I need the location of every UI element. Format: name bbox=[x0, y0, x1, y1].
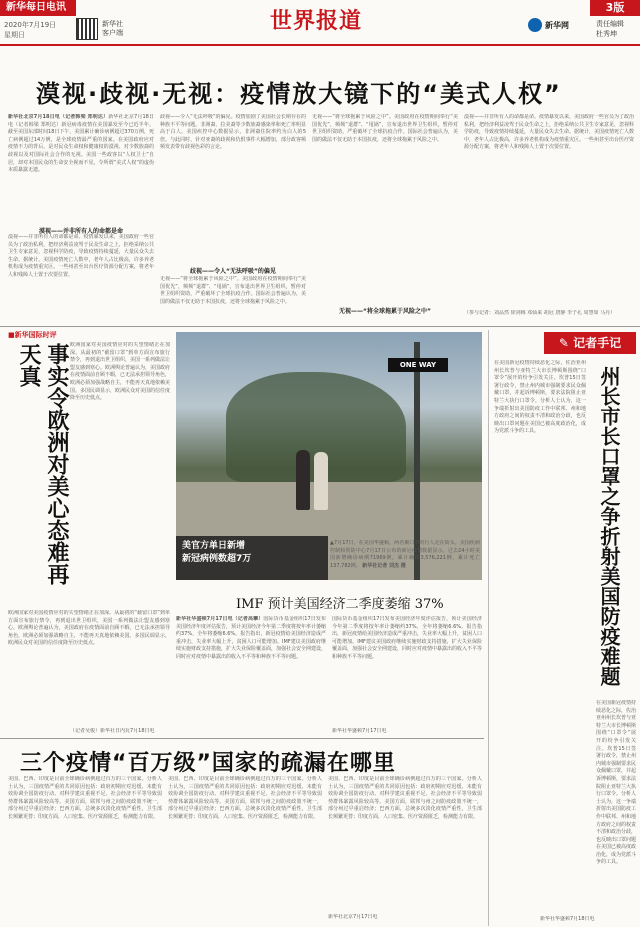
subhead-2: 歧视——令人“无法呼吸”的偏见 bbox=[190, 268, 276, 275]
masthead-rule bbox=[0, 44, 640, 46]
bottom-byline: 新华社北京7月17日电 bbox=[328, 914, 378, 920]
reporter-note-tag bbox=[544, 332, 636, 354]
subhead-1: 漠视——并非所有人的命都是命 bbox=[38, 228, 123, 235]
page-number: 3版 bbox=[590, 0, 640, 16]
photo-caption-text: ▲7月17日，在美国华盛顿，两名戴口罩的行人走在街头。美国疾病控制和预防中心7月17日公布的新冠疫情数据显示，过去24小时美国新增确诊病例71969例，累计确诊3,576,221例，累计死亡137,782例。 bbox=[330, 540, 480, 569]
right-byline: 新华社华盛顿7月18日电 bbox=[540, 916, 595, 922]
right-vertical-title: 州长市长口罩之争折射美国防疫难题 bbox=[597, 366, 621, 686]
bottom-headline: 三个疫情“百万级”国家的疏漏在哪里 bbox=[20, 751, 396, 776]
imf-text-2: 国际货币基金组织17日发布美国经济年度评估报告，预计美国经济今年第二季度将按年率计萎缩约37%，全年将萎缩6.6%。报告指出，新冠疫情给美国经济造成严重冲击，失业率大幅上升，贫困人口可能增加。IMF建议美国政府继续实施财政支持措施，扩大失业保险覆盖面，加强社会安全网建设，同时应对疫情中暴露出的收入不平等和种族不平等问题。 bbox=[332, 616, 482, 660]
editor-info bbox=[596, 19, 624, 39]
commentary-text: 欧洲国家对美国疫情应对的失望情绪正在加深。从最初的“截留口罩”到单方面宣布旅行禁令，再到退出世卫组织，美国一系列做法让盟友感到寒心。欧洲舆论普遍认为，美国政府在疫情面前自顾不暇，已无法承担领导角色，欧洲必须加强战略自主，不能再天真地依赖美国。多国民调显示，欧洲民众对美国的信任度降至历史低点。 bbox=[70, 342, 170, 402]
editor-name: 杜秀坤 bbox=[596, 30, 617, 38]
reporter-note-label: 记者手记 bbox=[573, 336, 622, 350]
article-text-col3: 无视——“将全球拖累于风险之中”。美国政府在疫情期间奉行“美国优先”，频频“退群”、“甩锅”，宣布退出世界卫生组织，暂停对世卫组织资助，严重破坏了全球抗疫合作。国际社会普遍认为，美国的做法不仅无助于本国抗疫，还将全球拖累于风险之中。 bbox=[312, 114, 458, 143]
paper-name: 新华每日电讯 bbox=[0, 0, 76, 16]
brand-mark: 新华网 bbox=[545, 21, 569, 30]
pencil-icon: ✎ bbox=[558, 336, 569, 350]
pedestrian-1 bbox=[296, 450, 310, 510]
commentary-byline: （记者吴俊）新华社日内瓦7月18日电 bbox=[70, 728, 155, 734]
article-text-col2: 歧视——令人“无法呼吸”的偏见。疫情加剧了美国社会长期存在的种族不平等问题。非洲裔、拉美裔等少数族裔感染率和死亡率明显高于白人。美国疾控中心数据显示，非洲裔住院率约为白人的5倍。与此同时，针对亚裔的歧视和仇恨事件大幅增加，部分政客频频发表带有歧视色彩的言论。 bbox=[160, 114, 306, 151]
imf-title: IMF 预计美国经济二季度萎缩 37% bbox=[236, 597, 444, 612]
qr-code-icon bbox=[76, 18, 98, 40]
section-title: 世界报道 bbox=[270, 8, 363, 34]
section-divider bbox=[0, 326, 640, 327]
right-divider bbox=[488, 330, 489, 926]
bottom-divider bbox=[0, 738, 484, 739]
article-text-col4: 漠视——并非所有人的命都是命。疫情暴发以来，美国政府一些官员为了政治私利，把经济利益凌驾于民众生命之上，拒绝采纳公共卫生专家意见，忽视科学防疫，导致疫情持续蔓延，大量民众失去生命。据统计，美国疫情死亡人数中，老年人占比极高，许多养老机构成为疫情重灾区。一些州甚至出台医疗资源分配方案，将老年人和残障人士置于次要位置。 bbox=[464, 114, 634, 151]
article-body-1: 新华社北京7月18日电（记者韩梁 郑明达）新冠病毒疫情在美国暴发至今已近半年。截至美国东部时间18日下午，美国累计确诊病例超过370万例，死亡病例超过14万例，是全球疫情最严重的国家。在美国政府应对疫情不力的背后，是对民众生命权和健康权的漠视、对少数族裔的歧视以及对国际社会合作的无视。美国一些政客以“人权卫士”自居，却对本国民众的生命安全视而不见，令所谓“美式人权”的虚伪本质暴露无遗。 bbox=[8, 114, 154, 174]
bottom-text-1: 美国、巴西、印度是目前全球确诊病例超过百万的三个国家。分析人士认为，三国疫情严重的共同原因包括：政府初期应对迟缓、未能有效协调全国防疫行动、对科学建议重视不足、社会经济不平等导致弱势群体暴露风险较高等。美国方面，联邦与州之间防疫政策不统一，部分州过早重启经济；巴西方面，总统多次淡化疫情严重性，卫生部长频繁更替；印度方面，人口密集、医疗资源匮乏，检测能力有限。 bbox=[8, 776, 162, 820]
pedestrian-2 bbox=[314, 452, 328, 510]
editor-label: 责任编辑 bbox=[596, 20, 624, 28]
one-way-sign: ONE WAY bbox=[388, 358, 448, 372]
imf-byline: 新华社华盛顿7月17日电 bbox=[332, 728, 387, 734]
bottom-text-2: 美国、巴西、印度是目前全球确诊病例超过百万的三个国家。分析人士认为，三国疫情严重的共同原因包括：政府初期应对迟缓、未能有效协调全国防疫行动、对科学建议重视不足、社会经济不平等导致弱势群体暴露风险较高等。美国方面，联邦与州之间防疫政策不统一，部分州过早重启经济；巴西方面，总统多次淡化疫情严重性，卫生部长频繁更替；印度方面，人口密集、医疗资源匮乏，检测能力有限。 bbox=[168, 776, 322, 820]
article-text-col1b: 漠视——并非所有人的命都是命。疫情暴发以来，美国政府一些官员为了政治私利，把经济利益凌驾于民众生命之上，拒绝采纳公共卫生专家意见，忽视科学防疫，导致疫情持续蔓延，大量民众失去生命。据统计，美国疫情死亡人数中，老年人占比极高，许多养老机构成为疫情重灾区。一些州甚至出台医疗资源分配方案，将老年人和残障人士置于次要位置。 bbox=[8, 234, 154, 278]
right-text: 在美国新冠疫情持续恶化之际，佐治亚州州长坎普与亚特兰大市长博顿斯围绕“口罩令”展开的纷争引发关注。坎普15日签署行政令，禁止州内城市强制要求民众佩戴口罩，并起诉博顿斯，要求法院阻止亚特兰大执行口罩令。分析人士认为，这一争端折射出美国防疫工作中联邦、州和地方政府之间的权责不清和政治分歧，也反映出口罩问题在美国已被高度政治化，成为党派斗争的工具。 bbox=[494, 360, 586, 435]
commentary-text-2: 欧洲国家对美国疫情应对的失望情绪正在加深。从最初的“截留口罩”到单方面宣布旅行禁令，再到退出世卫组织，美国一系列做法让盟友感到寒心。欧洲舆论普遍认为，美国政府在疫情面前自顾不暇，已无法承担领导角色，欧洲必须加强战略自主，不能再天真地依赖美国。多国民调显示，欧洲民众对美国的信任度降至历史低点。 bbox=[8, 610, 170, 647]
issue-date bbox=[4, 20, 56, 40]
article-text-col1 bbox=[8, 114, 154, 224]
weekday-text: 星期日 bbox=[4, 31, 25, 39]
article-text-col2b: 无视——“将全球拖累于风险之中”。美国政府在疫情期间奉行“美国优先”，频频“退群”、“甩锅”，宣布退出世界卫生组织，暂停对世卫组织资助，严重破坏了全球抗疫合作。国际社会普遍认为，美国的做法不仅无助于本国抗疫，还将全球拖累于风险之中。 bbox=[160, 276, 306, 305]
photo-caption bbox=[330, 540, 480, 574]
commentary-title: 事实令欧洲对美心态难再天真 bbox=[16, 343, 69, 585]
article-dateline: 新华社北京7月18日电（记者韩梁 郑明达） bbox=[8, 114, 109, 120]
imf-body: 国际货币基金组织17日发布美国经济年度评估报告，预计美国经济今年第二季度将按年率计萎缩约37%，全年将萎缩6.6%。报告指出，新冠疫情给美国经济造成严重冲击，失业率大幅上升，贫困人口可能增加。IMF建议美国政府继续实施财政支持措施，扩大失业保险覆盖面，加强社会安全网建设，同时应对疫情中暴露出的收入不平等和种族不平等问题。 bbox=[176, 616, 326, 660]
xinhua-logo-icon bbox=[528, 18, 542, 32]
bottom-text-3: 美国、巴西、印度是目前全球确诊病例超过百万的三个国家。分析人士认为，三国疫情严重的共同原因包括：政府初期应对迟缓、未能有效协调全国防疫行动、对科学建议重视不足、社会经济不平等导致弱势群体暴露风险较高等。美国方面，联邦与州之间防疫政策不统一，部分州过早重启经济；巴西方面，总统多次淡化疫情严重性，卫生部长频繁更替；印度方面，人口密集、医疗资源匮乏，检测能力有限。 bbox=[328, 776, 482, 820]
photo-overlay: 美官方单日新增 新冠病例数超7万 bbox=[176, 536, 328, 580]
column-tag: ■新华国际时评 bbox=[8, 331, 57, 339]
date-text: 2020年7月19日 bbox=[4, 21, 57, 29]
right-text-2: 在美国新冠疫情持续恶化之际，佐治亚州州长坎普与亚特兰大市长博顿斯围绕“口罩令”展开的纷争引发关注。坎普15日签署行政令，禁止州内城市强制要求民众佩戴口罩，并起诉博顿斯，要求法院阻止亚特兰大执行口罩令。分析人士认为，这一争端折射出美国防疫工作中联邦、州和地方政府之间的权责不清和政治分歧，也反映出口罩问题在美国已被高度政治化，成为党派斗争的工具。 bbox=[596, 700, 636, 866]
main-headline: 漠视·歧视·无视：疫情放大镜下的“美式人权” bbox=[36, 80, 562, 108]
article-byline: （参与记者：刘品然 徐剑梅 邓仙来 胡冠 唐静 李子孔 周慧如 马丹） bbox=[464, 310, 616, 316]
imf-text-1 bbox=[176, 616, 326, 736]
photo-credit: 新华社记者 刘杰 摄 bbox=[362, 562, 406, 569]
imf-dateline: 新华社华盛顿7月17日电（记者高攀） bbox=[176, 616, 264, 622]
client-label: 新华社 客户端 bbox=[102, 20, 123, 37]
subhead-3: 无视——“将全球拖累于风险之中” bbox=[339, 308, 431, 315]
